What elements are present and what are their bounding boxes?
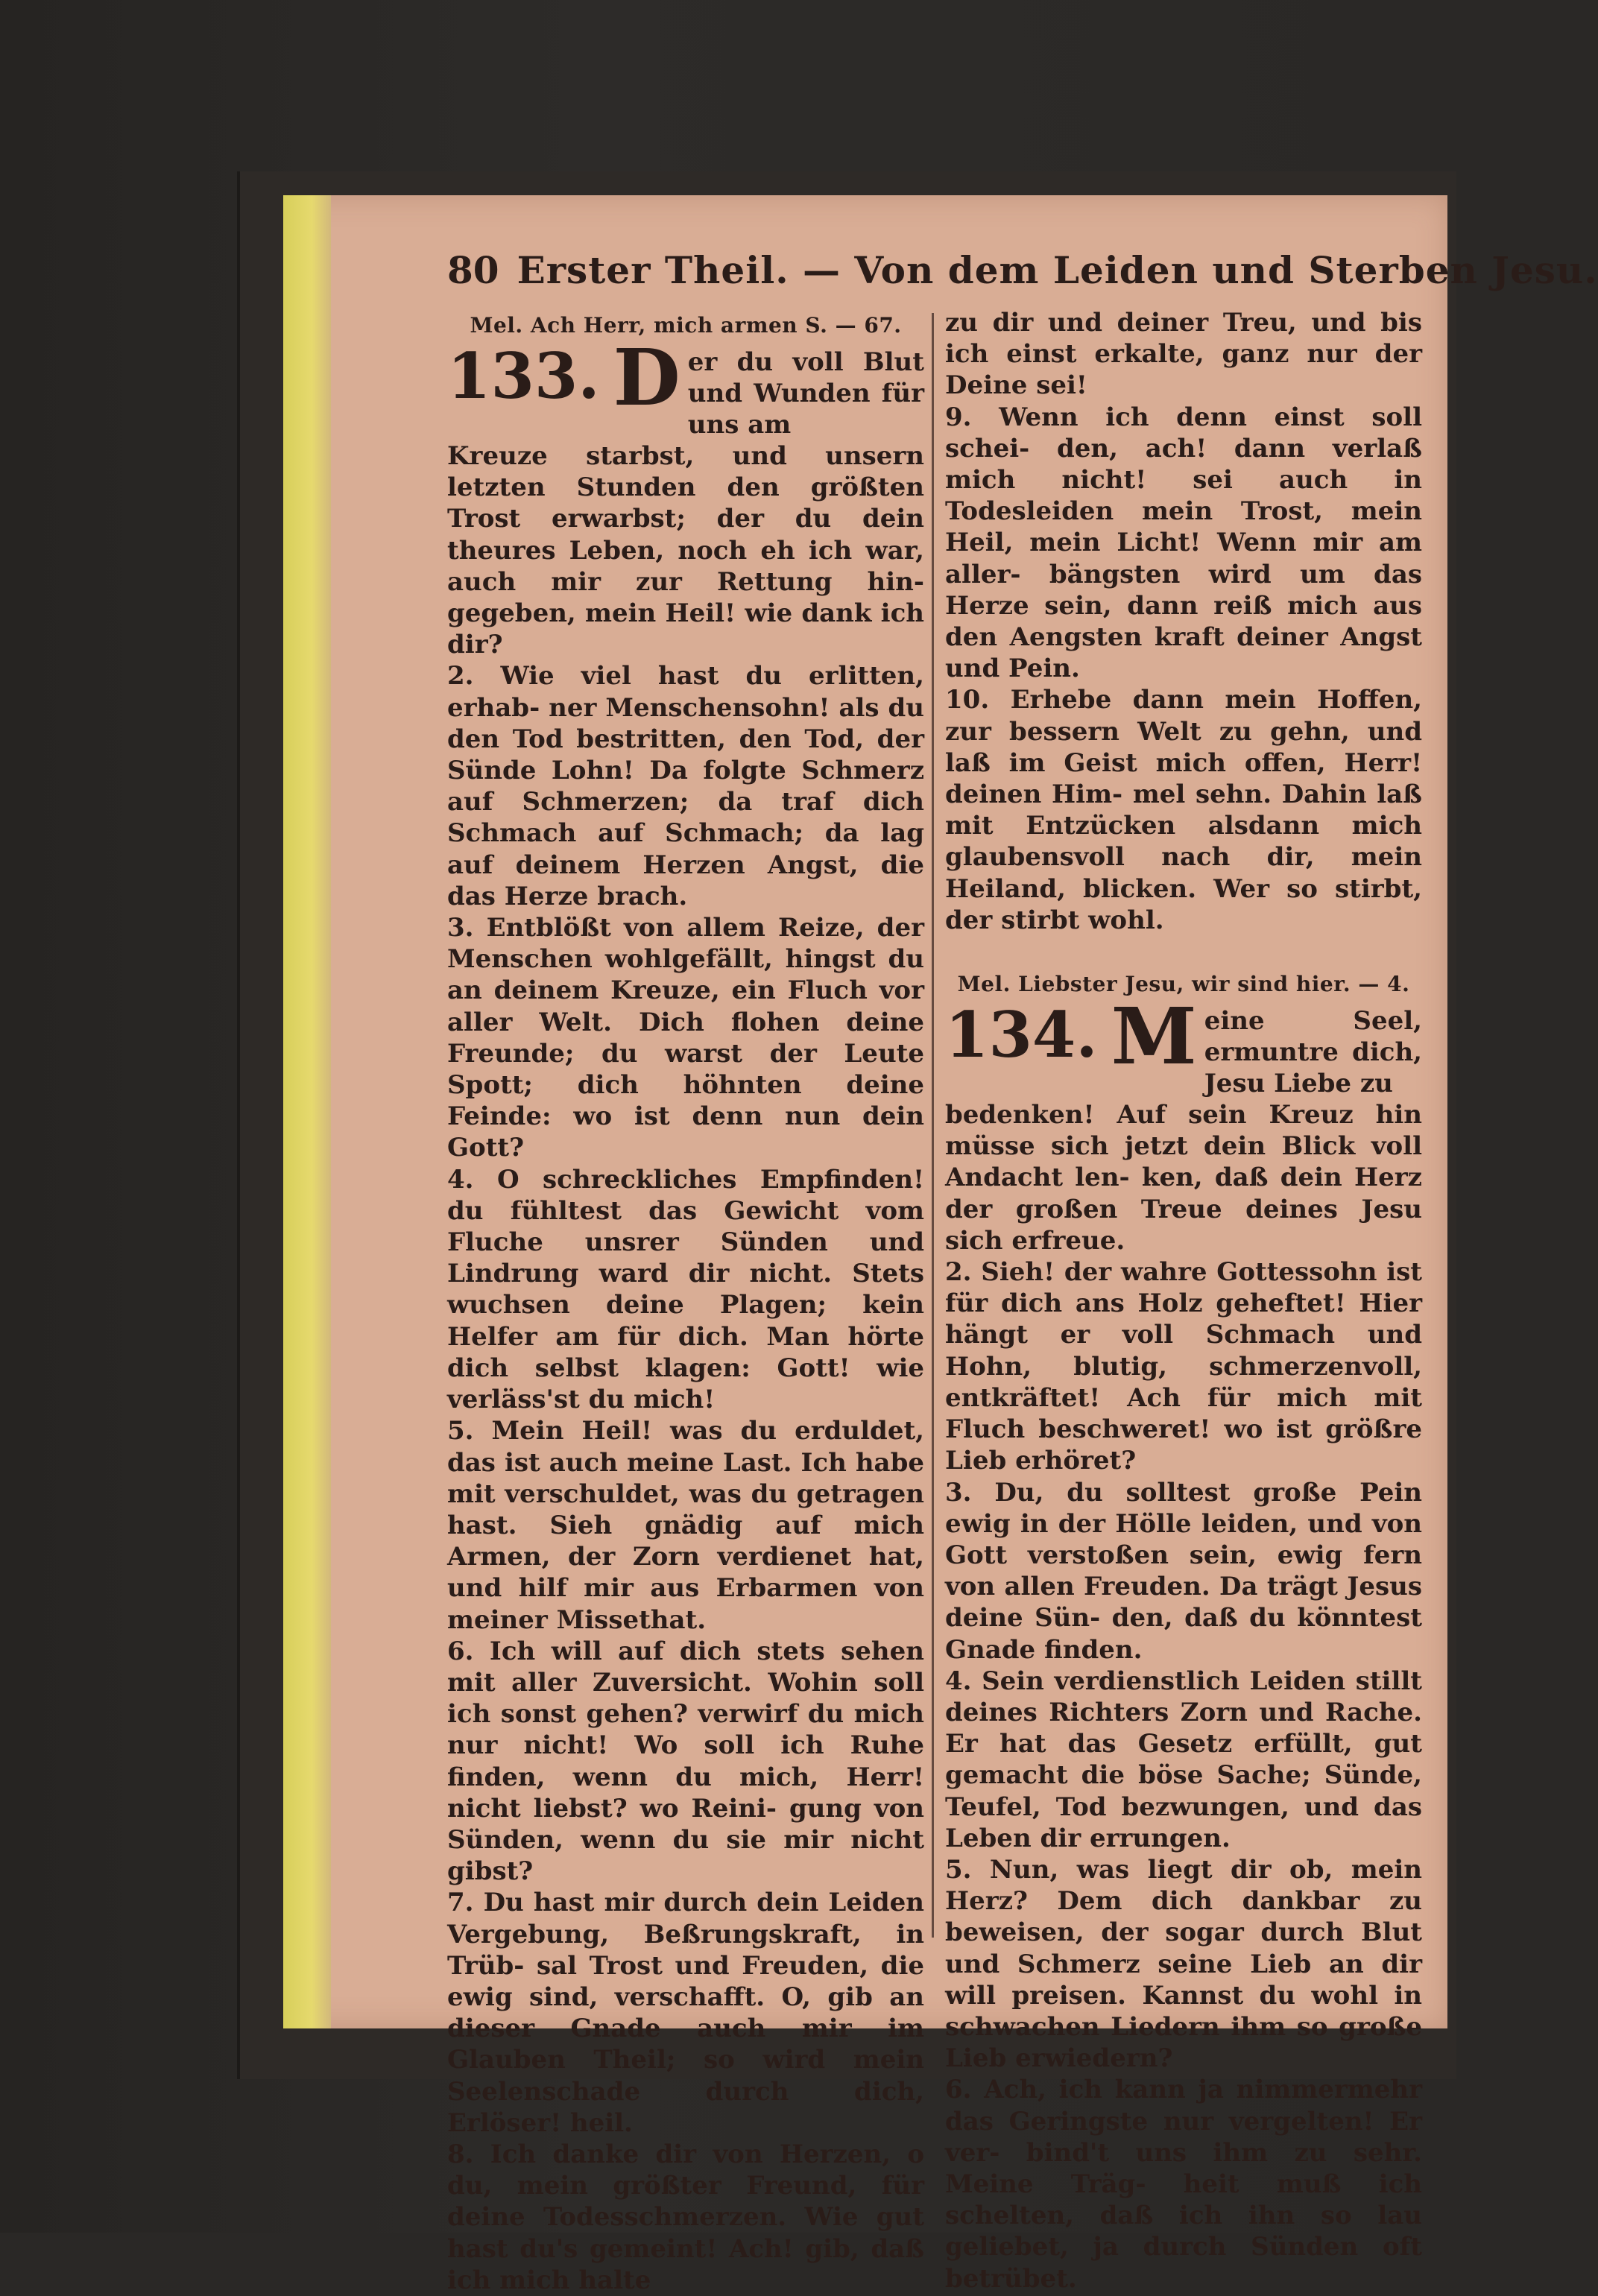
running-title: Erster Theil. — Von dem Leiden und Sterben Jesu. <box>517 247 1598 292</box>
hymn-number: 133. <box>447 339 600 413</box>
stanza: 6. Ach, ich kann ja nimmermehr das Geringste nur vergelten! Er ver- bind't uns ihm zu sehr. Meine Träg- heit muß ich schelten, daß ich ihn so lau geliebet, ja durch Sünden oft betrübet. <box>945 2075 1422 2294</box>
hymn-spacer <box>945 936 1422 966</box>
stanza: 7. Du hast mir durch dein Leiden Vergebung, Beßrungskraft, in Trüb- sal Trost und Freuden, die ewig sind, verschafft. O, gib an dieser Gnade auch mir im Glauben Theil; so wird mein Seelenschade durch dich, Erlöser! heil. <box>447 1888 924 2138</box>
melody-line: Mel. Liebster Jesu, wir sind hier. — 4. <box>957 972 1410 997</box>
running-header <box>447 240 1598 300</box>
stanza: 2. Wie viel hast du erlitten, erhab- ner Menschensohn! als du den Tod bestritten, den Tod, der Sünde Lohn! Da folgte Schmerz auf Schmerzen; da traf dich Schmach auf Schmach; da lag auf deinem Herzen Angst, die das Herze brach. <box>447 661 924 911</box>
hymn-134-head <box>945 990 1422 1099</box>
hymn-first-lines: er du voll Blut und Wunden für uns am <box>687 347 924 440</box>
stanza: 5. Mein Heil! was du erduldet, das ist auch meine Last. Ich habe mit verschuldet, was du getragen hast. Sieh gnädig auf mich Armen, der Zorn verdienet hat, und hilf mir aus Erbarmen von meiner Missethat. <box>447 1416 924 1635</box>
hymn-number: 134. <box>945 998 1098 1072</box>
stanza-1-text: Kreuze starbst, und unsern letzten Stunden den größten Trost erwarbst; der du dein theures Leben, noch eh ich war, auch mir zur Rettung hin- gegeben, mein Heil! wie dank ich dir? <box>447 441 924 660</box>
stanza: 5. Nun, was liegt dir ob, mein Herz? Dem dich dankbar zu beweisen, der sogar durch Blut und Schmerz seine Lieb an dir will preisen. Kannst du wohl in schwachen Liedern ihm so große Lieb erwiedern? <box>945 1854 1422 2074</box>
left-column <box>447 307 924 2296</box>
hymn-first-lines: eine Seel, ermuntre dich, Jesu Liebe zu <box>1204 1006 1422 1099</box>
melody-line: Mel. Ach Herr, mich armen S. — 67. <box>470 313 902 338</box>
drop-cap: D <box>613 332 680 423</box>
stanza: 3. Du, du solltest große Pein ewig in der Hölle leiden, und von Gott verstoßen sein, ewig fern von allen Freuden. Da trägt Jesus deine Sün- den, daß du könntest Gnade finden. <box>945 1477 1422 1665</box>
stanza: 10. Erhebe dann mein Hoffen, zur bessern Welt zu gehn, und laß im Geist mich offen, Herr! deinen Him- mel sehn. Dahin laß mit Entzücken alsdann mich glaubensvoll nach dir, mein Heiland, blicken. Wer so stirbt, der stirbt wohl. <box>945 685 1422 935</box>
stanza-1-text: bedenken! Auf sein Kreuz hin müsse sich jetzt dein Blick voll Andacht len- ken, daß dein Herz der großen Treue deines Jesu sich erfreue. <box>945 1100 1422 1256</box>
stanza: 2. Sieh! der wahre Gottessohn ist für dich ans Holz geheftet! Hier hängt er voll Schmach und Hohn, blutig, schmerzenvoll, entkräftet! Ach für mich mit Fluch beschweret! wo ist größre Lieb erhöret? <box>945 1257 1422 1476</box>
column-divider <box>932 313 934 1938</box>
stanza-continuation: zu dir und deiner Treu, und bis ich einst erkalte, ganz nur der Deine sei! <box>945 308 1422 401</box>
stanza: 9. Wenn ich denn einst soll schei- den, ach! dann verlaß mich nicht! sei auch in Todesleiden mein Trost, mein Heil, mein Licht! Wenn mir am aller- bängsten wird um das Herze sein, dann reiß mich aus den Aengsten kraft deiner Angst und Pein. <box>945 402 1422 684</box>
stanza: 6. Ich will auf dich stets sehen mit aller Zuversicht. Wohin soll ich sonst gehen? verwirf du mich nur nicht! Wo soll ich Ruhe finden, wenn du mich, Herr! nicht liebst? wo Reini- gung von Sünden, wenn du sie mir nicht gibst? <box>447 1636 924 1887</box>
right-column <box>945 307 1422 2295</box>
page-number: 80 <box>447 247 499 292</box>
drop-cap: M <box>1111 990 1197 1083</box>
hymn-133-head <box>447 332 924 440</box>
stanza: 4. Sein verdienstlich Leiden stillt deines Richters Zorn und Rache. Er hat das Gesetz erfüllt, gut gemacht die böse Sache; Sünde, Teufel, Tod bezwungen, und das Leben dir errungen. <box>945 1666 1422 1853</box>
stanza: 3. Entblößt von allem Reize, der Menschen wohlgefällt, hingst du an deinem Kreuze, ein Fluch vor aller Welt. Dich flohen deine Freunde; du warst der Leute Spott; dich höhnten deine Feinde: wo ist denn nun dein Gott? <box>447 913 924 1163</box>
page-gilt-edge <box>283 195 331 2028</box>
stanza: 4. O schreckliches Empfinden! du fühltest das Gewicht vom Fluche unsrer Sünden und Lindrung ward dir nicht. Stets wuchsen deine Plagen; kein Helfer am für dich. Man hörte dich selbst klagen: Gott! wie verläss'st du mich! <box>447 1164 924 1415</box>
stanza: 8. Ich danke dir von Herzen, o du, mein größter Freund, für deine Todesschmerzen. Wie gut hast du's gemeint! Ach! gib, daß ich mich halte <box>447 2139 924 2295</box>
